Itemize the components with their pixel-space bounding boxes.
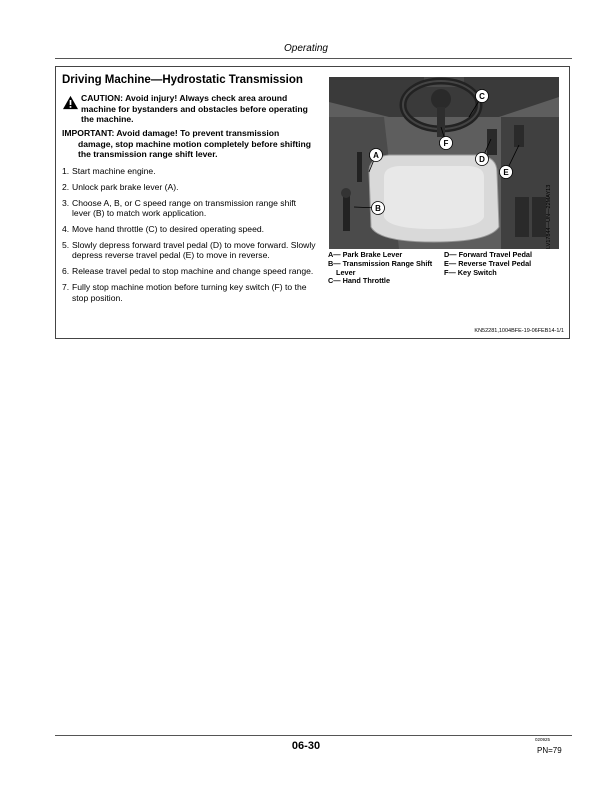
step-item: 5. Slowly depress forward travel pedal (D) to move forward. Slowly depress reverse travel pedal (E) to move in reverse. — [62, 240, 316, 261]
legend-item: B— Transmission Range Shift — [328, 258, 433, 268]
svg-text:E: E — [503, 168, 509, 177]
callout-c — [476, 90, 489, 103]
header-rule — [55, 58, 572, 59]
svg-text:C: C — [479, 92, 485, 101]
section-title: Driving Machine—Hydrostatic Transmission — [62, 74, 303, 86]
step-item: 3. Choose A, B, or C speed range on transmission range shift lever (B) to match work application. — [62, 197, 297, 219]
legend-item: Lever — [336, 267, 356, 277]
step-item: 4. Move hand throttle (C) to desired operating speed. — [62, 224, 265, 235]
document-reference: KN52281,1004BFE-19-06FEB14-1/1 — [474, 328, 564, 334]
step-item: 1. Start machine engine. — [62, 166, 156, 176]
svg-text:B: B — [375, 204, 381, 213]
legend-item: C— Hand Throttle — [328, 276, 391, 286]
important-block — [62, 128, 312, 160]
callout-b — [372, 202, 385, 215]
important-line1: IMPORTANT: Avoid damage! To prevent transmission — [62, 128, 280, 138]
step-item: 6. Release travel pedal to stop machine and change speed range. — [62, 266, 314, 277]
figure-code: LV17844—UN—22MAY13 — [546, 184, 552, 249]
callout-e — [500, 166, 513, 179]
legend-item: F— Key Switch — [444, 267, 497, 277]
running-header: Operating — [284, 43, 328, 54]
legend-item: D— Forward Travel Pedal — [444, 250, 532, 259]
svg-text:F: F — [443, 139, 449, 148]
callout-f — [440, 137, 453, 150]
steps-list — [62, 166, 316, 309]
caution-block — [62, 93, 312, 125]
caution-text: CAUTION: Avoid injury! Always check area around machine for bystanders and obstacles before operating the machine. — [81, 93, 308, 125]
page-number: 06-30 — [291, 740, 321, 752]
callout-a — [370, 149, 383, 162]
warning-triangle-icon — [62, 95, 79, 110]
legend-item: E— Reverse Travel Pedal — [444, 258, 532, 268]
footer-rule — [55, 735, 572, 736]
svg-text:D: D — [479, 155, 485, 164]
instruction-box — [55, 66, 570, 339]
operator-station-photo — [329, 77, 559, 249]
callout-d — [476, 153, 489, 166]
step-item: 7. Fully stop machine motion before turning key switch (F) to the stop position. — [62, 282, 307, 303]
important-rest: damage, stop machine motion completely before shifting the transmission range shift lever. — [78, 138, 312, 160]
footer-code: 020925 — [535, 737, 551, 742]
svg-text:A: A — [373, 151, 379, 160]
legend-item: A— Park Brake Lever — [328, 250, 403, 259]
pn-number: PN=79 — [537, 746, 562, 755]
step-item: 2. Unlock park brake lever (A). — [62, 181, 179, 192]
